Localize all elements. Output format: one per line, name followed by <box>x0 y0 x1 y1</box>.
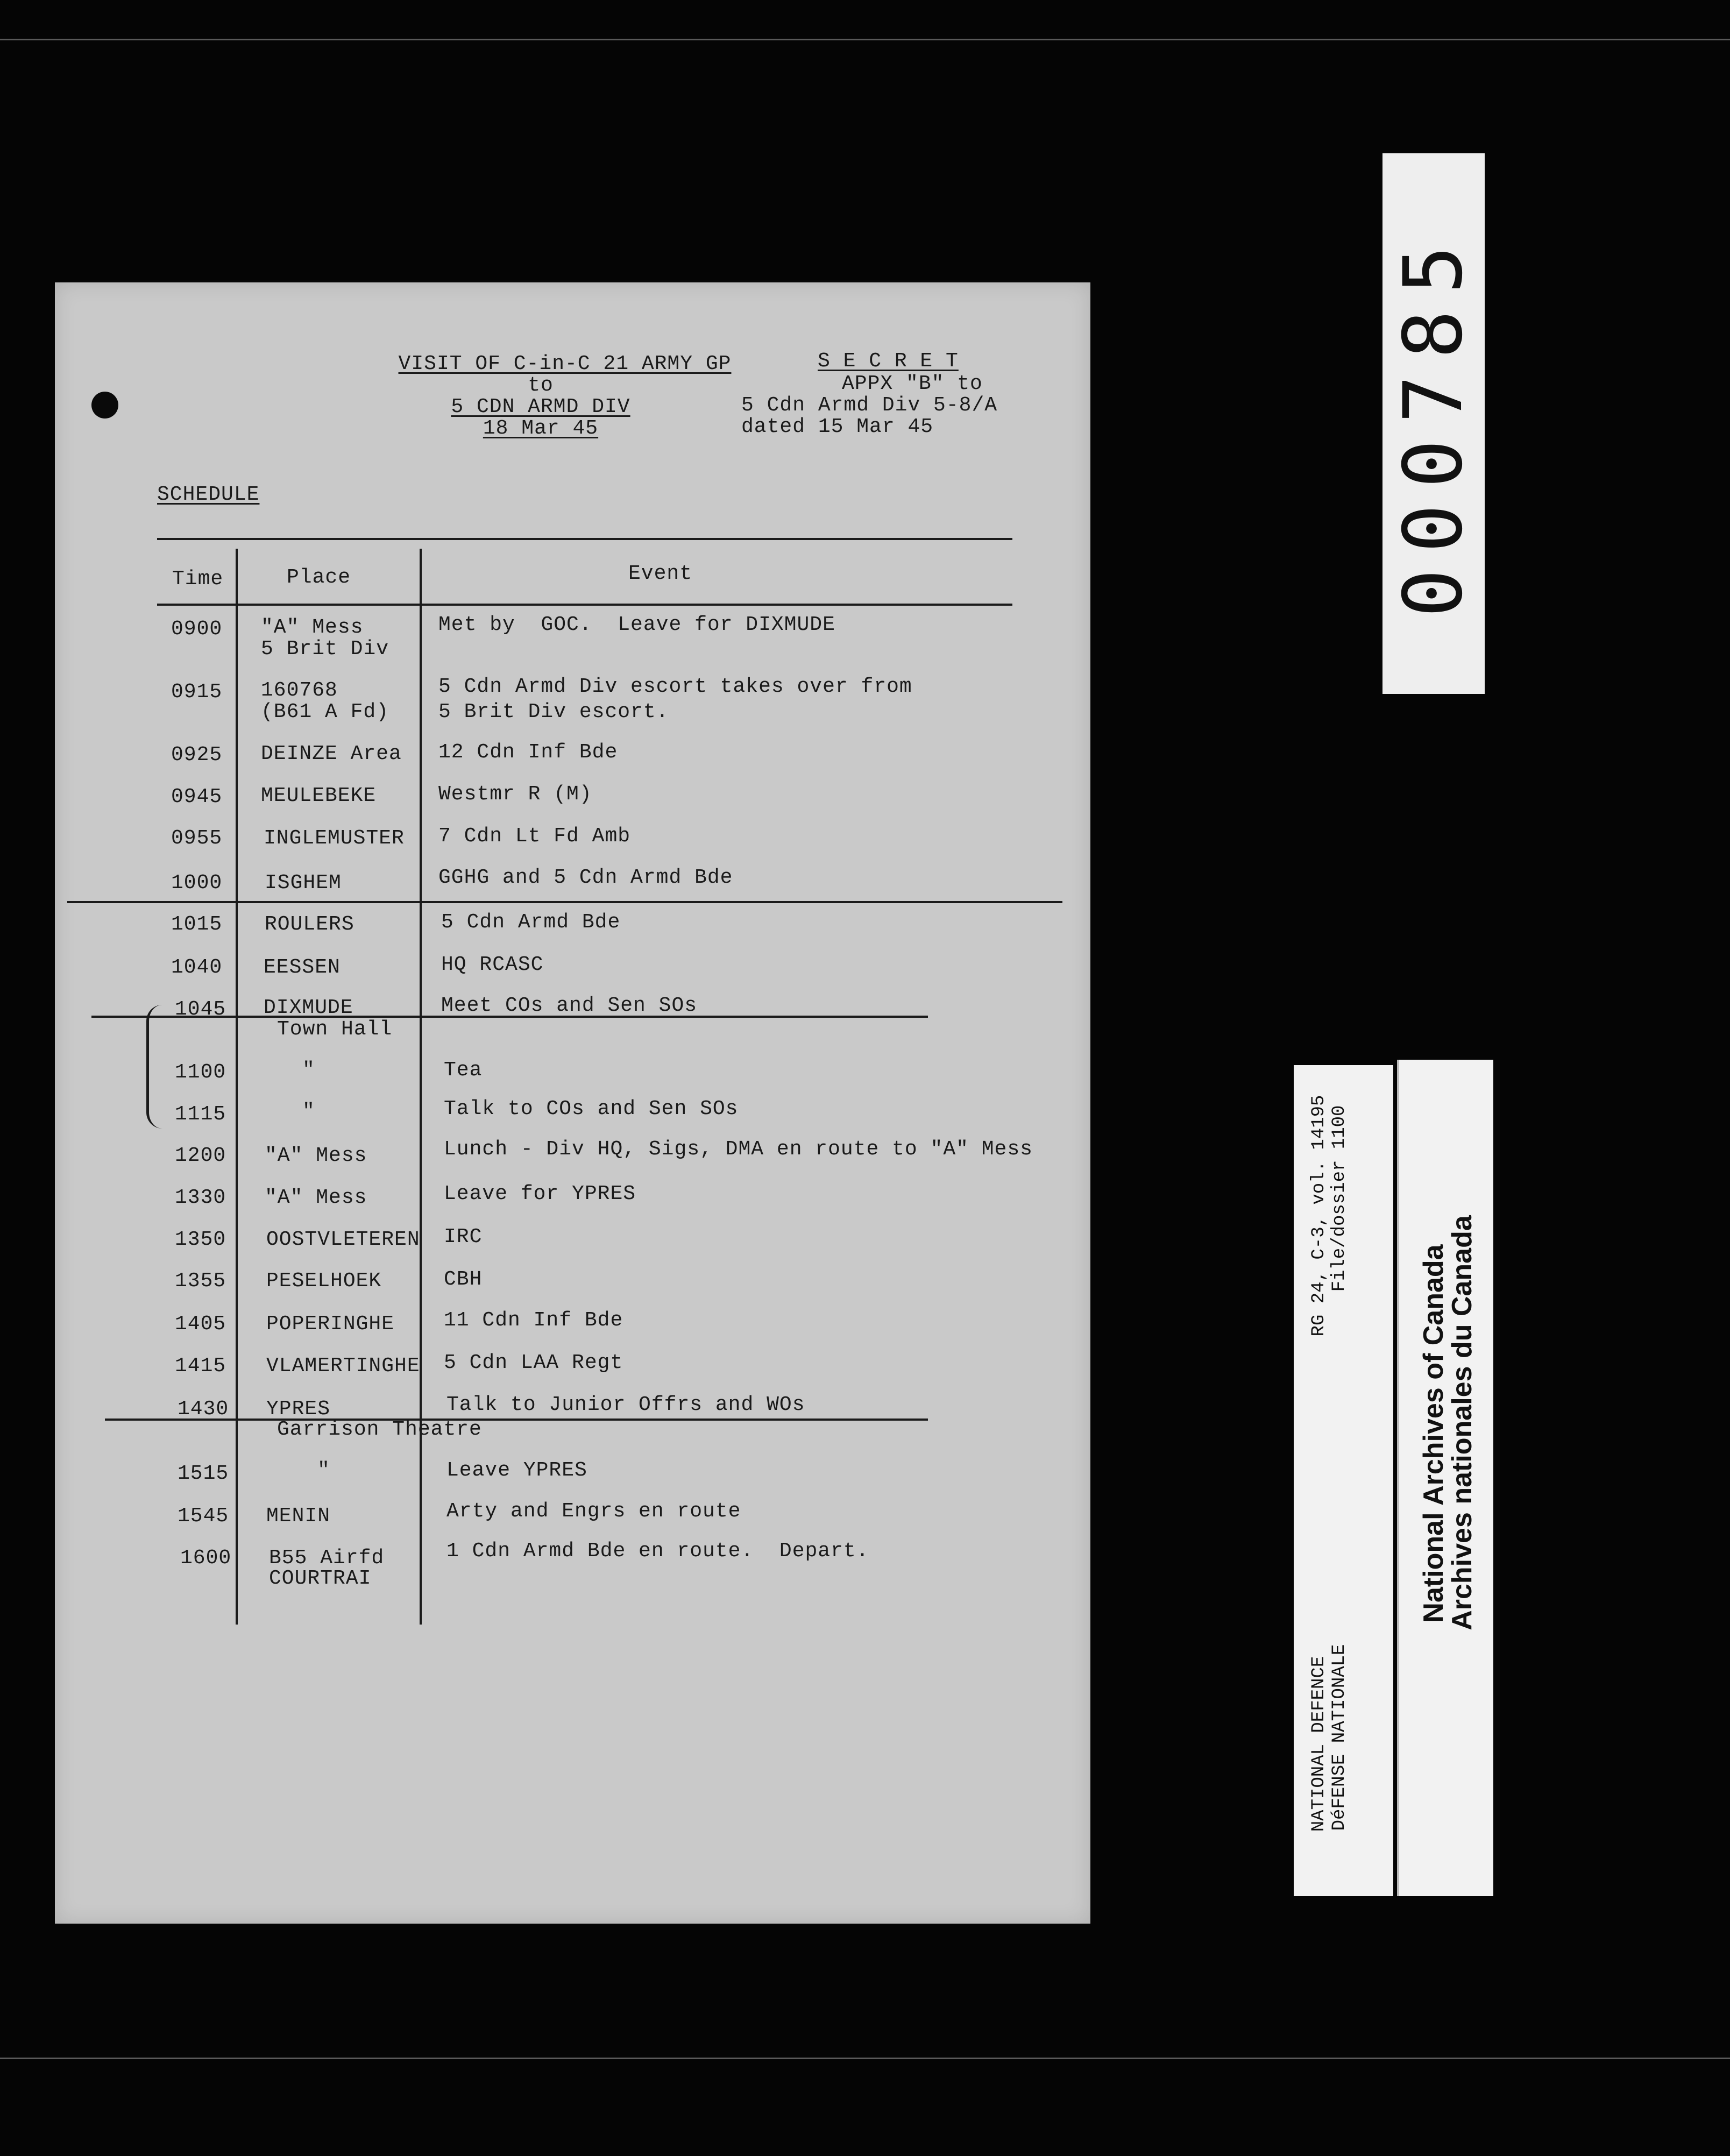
row-place-secondary: Garrison Theatre <box>277 1418 482 1441</box>
row-place: "A" Mess <box>265 1144 367 1167</box>
row-event: 5 Cdn LAA Regt <box>444 1351 623 1374</box>
film-frame-bottom <box>0 2058 1730 2059</box>
row-event: Lunch - Div HQ, Sigs, DMA en route to "A" Mess <box>444 1138 1033 1161</box>
row-place: B55 Airfd <box>269 1547 385 1570</box>
row-event: 5 Cdn Armd Div escort takes over from <box>438 675 912 698</box>
row-event: GGHG and 5 Cdn Armd Bde <box>438 866 733 889</box>
column-divider-2 <box>420 549 422 1625</box>
row-place: POPERINGHE <box>266 1313 395 1336</box>
row-time: 1015 <box>171 913 223 936</box>
title-line-3: 5 CDN ARMD DIV <box>451 395 630 419</box>
reference-line-3: dated 15 Mar 45 <box>741 415 934 438</box>
reference-line-1: APPX "B" to <box>842 372 983 395</box>
row-place: VLAMERTINGHE <box>266 1354 420 1378</box>
stamp-number: 000785 <box>1387 229 1480 618</box>
row-place: ROULERS <box>265 913 354 936</box>
row-event: HQ RCASC <box>441 953 544 976</box>
film-frame-top <box>0 39 1730 40</box>
row-time: 0925 <box>171 743 223 767</box>
row-time: 1355 <box>175 1270 226 1293</box>
row-time: 1405 <box>175 1313 226 1336</box>
department-en: NATIONAL DEFENCE <box>1309 1656 1329 1832</box>
title-line-1: VISIT OF C-in-C 21 ARMY GP <box>398 352 732 375</box>
row-event: 7 Cdn Lt Fd Amb <box>438 825 631 848</box>
row-place: DIXMUDE <box>264 996 353 1019</box>
row-event: 1 Cdn Armd Bde en route. Depart. <box>446 1540 869 1563</box>
classification: S E C R E T <box>818 350 959 373</box>
row-time: 1545 <box>178 1505 229 1528</box>
row-event: 11 Cdn Inf Bde <box>444 1309 623 1332</box>
row-time: 1515 <box>178 1462 229 1485</box>
row-time: 0955 <box>171 827 223 850</box>
header-time: Time <box>172 568 224 591</box>
department-fr: DéFENSE NATIONALE <box>1329 1644 1350 1831</box>
row-event: Meet COs and Sen SOs <box>441 994 698 1017</box>
row-place: YPRES <box>266 1398 331 1421</box>
header-place: Place <box>287 566 351 589</box>
row-place: "A" Mess <box>265 1186 367 1209</box>
punch-hole <box>91 392 118 419</box>
row-place: ISGHEM <box>265 871 342 895</box>
row-place: MEULEBEKE <box>261 784 377 807</box>
title-line-2: to <box>528 374 554 397</box>
archives-name-fr: Archives nationales du Canada <box>1447 1215 1478 1630</box>
row-time: 1415 <box>175 1354 226 1378</box>
row-place: PESELHOEK <box>266 1270 382 1293</box>
archives-name-en: National Archives of Canada <box>1418 1244 1449 1623</box>
row-event: Westmr R (M) <box>438 783 592 806</box>
table-top-rule <box>157 538 1012 540</box>
row-time: 1200 <box>175 1144 226 1167</box>
row-time: 1330 <box>175 1186 226 1209</box>
row-time: 1040 <box>171 956 223 979</box>
row-time: 1350 <box>175 1228 226 1251</box>
row-place: "A" Mess <box>261 616 364 639</box>
table-header-rule <box>157 604 1012 606</box>
row-place: INGLEMUSTER <box>264 827 405 850</box>
row-place: OOSTVLETEREN <box>266 1228 420 1251</box>
row-event: Talk to COs and Sen SOs <box>444 1097 739 1120</box>
row-place: " <box>302 1059 315 1082</box>
row-place-secondary: Town Hall <box>277 1018 393 1041</box>
row-place: MENIN <box>266 1505 331 1528</box>
row-place: " <box>317 1459 330 1482</box>
row-place: 160768 <box>261 679 338 702</box>
row-time: 0915 <box>171 680 223 704</box>
archive-reference-1: RG 24, C-3, vol. 14195 <box>1309 1095 1329 1337</box>
row-time: 0900 <box>171 618 223 641</box>
row-time: 1600 <box>180 1547 232 1570</box>
row-time: 1045 <box>175 998 226 1021</box>
row-event: Leave for YPRES <box>444 1182 636 1205</box>
row-time: 0945 <box>171 785 223 808</box>
section-title: SCHEDULE <box>157 483 260 506</box>
row-place: EESSEN <box>264 956 341 979</box>
row-event: Arty and Engrs en route <box>446 1500 741 1523</box>
row-place-secondary: 5 Brit Div <box>261 637 389 661</box>
row-time: 1115 <box>175 1103 226 1126</box>
row-event-secondary: 5 Brit Div escort. <box>438 700 669 724</box>
row-event: 5 Cdn Armd Bde <box>441 911 621 934</box>
header-event: Event <box>628 562 693 585</box>
reference-line-2: 5 Cdn Armd Div 5-8/A <box>741 394 998 417</box>
title-line-4: 18 Mar 45 <box>483 417 599 440</box>
column-divider-1 <box>236 549 238 1625</box>
row-time: 1000 <box>171 871 223 895</box>
row-event: Met by GOC. Leave for DIXMUDE <box>438 613 835 636</box>
row-place-secondary: COURTRAI <box>269 1567 372 1590</box>
archive-reference-2: File/dossier 1100 <box>1329 1105 1350 1292</box>
row-event: IRC <box>444 1225 483 1249</box>
page-break-rule <box>67 901 1062 903</box>
row-place-secondary: (B61 A Fd) <box>261 700 389 724</box>
row-event: Tea <box>444 1059 483 1082</box>
row-place: DEINZE Area <box>261 742 402 765</box>
row-time: 1430 <box>178 1398 229 1421</box>
row-event: CBH <box>444 1268 483 1291</box>
row-place: " <box>302 1100 315 1123</box>
bracket-mark <box>146 1005 174 1129</box>
row-event: Talk to Junior Offrs and WOs <box>446 1393 805 1416</box>
row-event: 12 Cdn Inf Bde <box>438 741 618 764</box>
row-event: Leave YPRES <box>446 1459 587 1482</box>
row-time: 1100 <box>175 1061 226 1084</box>
